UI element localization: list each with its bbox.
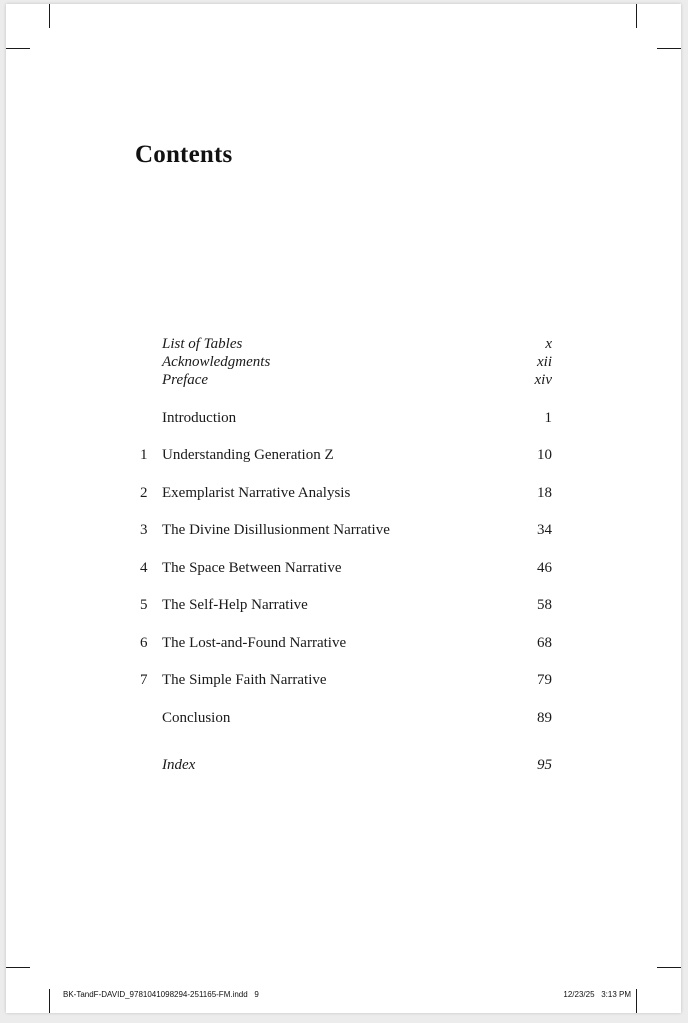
toc-entry-label: The Space Between Narrative (162, 560, 342, 576)
slug-filename: BK-TandF-DAVID_9781041098294-251165-FM.indd 9 (63, 990, 259, 999)
toc-entry-label: Introduction (162, 410, 237, 426)
page-title: Contents (135, 141, 233, 168)
chapter-number: 6 (140, 635, 148, 651)
toc-entry-page: xiv (534, 372, 552, 388)
crop-mark (49, 4, 50, 28)
crop-mark (636, 4, 637, 28)
toc-entry-page: 95 (537, 757, 552, 773)
document-page (6, 4, 681, 1013)
chapter-number: 4 (140, 560, 148, 576)
toc-entry-conclusion[interactable] (6, 708, 681, 728)
crop-mark (49, 989, 50, 1013)
toc-entry-page: x (545, 336, 552, 352)
toc-entry-preface[interactable] (6, 370, 681, 390)
toc-entry-page: 89 (537, 710, 552, 726)
toc-entry-chapter-1[interactable] (6, 445, 681, 465)
toc-entry-page: 58 (537, 597, 552, 613)
crop-mark (6, 967, 30, 968)
toc-entry-label: Index (162, 757, 196, 773)
toc-entry-page: 46 (537, 560, 552, 576)
crop-mark (6, 48, 30, 49)
toc-entry-label: Preface (162, 372, 209, 388)
toc-entry-label: List of Tables (162, 336, 243, 352)
toc-entry-introduction[interactable] (6, 408, 681, 428)
chapter-number: 3 (140, 522, 148, 538)
crop-mark (636, 989, 637, 1013)
toc-entry-chapter-7[interactable] (6, 670, 681, 690)
slug-timestamp: 12/23/25 3:13 PM (563, 990, 631, 999)
toc-entry-index[interactable] (6, 755, 681, 775)
chapter-number: 2 (140, 485, 148, 501)
toc-entry-label: Exemplarist Narrative Analysis (162, 485, 351, 501)
toc-entry-acknowledgments[interactable] (6, 352, 681, 372)
toc-entry-label: The Simple Faith Narrative (162, 672, 327, 688)
toc-entry-chapter-3[interactable] (6, 520, 681, 540)
toc-entry-label: The Lost-and-Found Narrative (162, 635, 347, 651)
crop-mark (657, 967, 681, 968)
toc-entry-page: 1 (544, 410, 552, 426)
toc-entry-label: Acknowledgments (162, 354, 271, 370)
toc-entry-label: The Self-Help Narrative (162, 597, 308, 613)
toc-entry-page: 68 (537, 635, 552, 651)
toc-entry-list-of-tables[interactable] (6, 334, 681, 354)
crop-mark (657, 48, 681, 49)
toc-entry-page: 34 (537, 522, 552, 538)
toc-entry-label: Conclusion (162, 710, 231, 726)
toc-entry-chapter-2[interactable] (6, 483, 681, 503)
toc-entry-page: 18 (537, 485, 552, 501)
chapter-number: 7 (140, 672, 148, 688)
toc-entry-page: 79 (537, 672, 552, 688)
toc-entry-label: The Divine Disillusionment Narrative (162, 522, 390, 538)
chapter-number: 1 (140, 447, 148, 463)
toc-entry-chapter-4[interactable] (6, 558, 681, 578)
toc-entry-chapter-5[interactable] (6, 595, 681, 615)
toc-entry-page: xii (537, 354, 552, 370)
chapter-number: 5 (140, 597, 148, 613)
toc-entry-chapter-6[interactable] (6, 633, 681, 653)
toc-entry-label: Understanding Generation Z (162, 447, 334, 463)
toc-entry-page: 10 (537, 447, 552, 463)
